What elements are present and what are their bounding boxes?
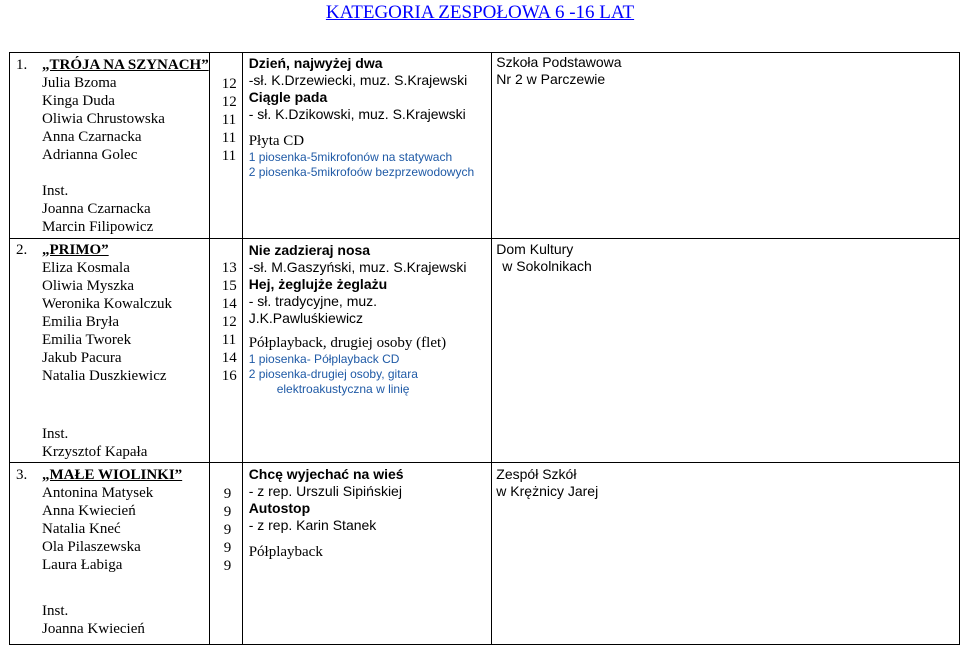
song-credits: -sł. K.Drzewiecki, muz. S.Krajewski — [248, 72, 468, 88]
song-title: Chcę wyjechać na wieś — [248, 466, 404, 482]
institution-line: Zespół Szkół — [496, 466, 577, 482]
member-age: 14 — [221, 296, 237, 312]
member-name: Laura Łabiga — [42, 557, 123, 573]
member-age: 16 — [221, 368, 237, 384]
entry-number: 1. — [16, 57, 28, 73]
member-name: Oliwia Myszka — [42, 278, 135, 294]
accompaniment: Płyta CD — [248, 133, 305, 149]
instructor-name: Joanna Czarnacka — [42, 201, 151, 217]
institution-line: w Krężnicy Jarej — [496, 483, 599, 499]
song-title: Autostop — [248, 500, 311, 516]
entry-number: 2. — [16, 242, 28, 258]
member-name: Emilia Bryła — [42, 314, 120, 330]
song-credits: - sł. tradycyjne, muz. J.K.Pawluśkiewicz — [248, 293, 378, 326]
instructor-name: Krzysztof Kapała — [42, 444, 148, 460]
instructor-label: Inst. — [42, 603, 69, 619]
page-title: KATEGORIA ZESPOŁOWA 6 -16 LAT — [325, 2, 635, 23]
technical-note: elektroakustyczna w linię — [276, 382, 410, 396]
member-name: Oliwia Chrustowska — [42, 111, 165, 127]
member-name: Adrianna Golec — [42, 147, 138, 163]
technical-note: 2 piosenka-5mikrofoów bezprzewodowych — [248, 165, 475, 179]
institution-line: Szkoła Podstawowa — [496, 54, 622, 70]
song-title: Nie zadzieraj nosa — [248, 242, 371, 258]
member-age: 12 — [221, 76, 237, 92]
repertoire-cell — [242, 463, 492, 645]
member-age: 12 — [221, 94, 237, 110]
institution-cell — [492, 239, 960, 463]
member-age: 11 — [221, 130, 237, 146]
repertoire-cell — [242, 239, 492, 463]
member-age: 13 — [221, 260, 237, 276]
accompaniment: Półplayback — [248, 544, 323, 560]
institution-cell — [492, 53, 960, 239]
team-name: „TRÓJA NA SZYNACH” — [42, 57, 209, 73]
table-row — [10, 239, 960, 463]
song-credits: - z rep. Urszuli Sipińskiej — [248, 483, 402, 499]
institution-line: w Sokolnikach — [502, 258, 592, 274]
technical-note: 1 piosenka-5mikrofonów na statywach — [248, 150, 453, 164]
ages-cell — [209, 53, 242, 239]
team-name: „PRIMO” — [42, 242, 109, 258]
member-name: Kinga Duda — [42, 93, 115, 109]
member-name: Natalia Duszkiewicz — [42, 368, 167, 384]
song-credits: -sł. M.Gaszyński, muz. S.Krajewski — [248, 259, 467, 275]
table-row — [10, 463, 960, 645]
member-age: 14 — [221, 350, 237, 366]
song-credits: - z rep. Karin Stanek — [248, 517, 377, 533]
entry-number: 3. — [16, 467, 28, 483]
instructor-name: Joanna Kwiecień — [42, 621, 145, 637]
song-credits: - sł. K.Dzikowski, muz. S.Krajewski — [248, 106, 466, 122]
technical-note: 2 piosenka-drugiej osoby, gitara — [248, 367, 418, 381]
member-age: 9 — [223, 522, 232, 538]
member-age: 11 — [221, 148, 237, 164]
member-age: 9 — [223, 504, 232, 520]
member-age: 9 — [223, 486, 232, 502]
team-cell — [10, 239, 210, 463]
accompaniment: Półplayback, drugiej osoby (flet) — [248, 335, 447, 351]
institution-line: Dom Kultury — [496, 241, 574, 257]
member-name: Antonina Matysek — [42, 485, 154, 501]
member-age: 9 — [223, 558, 232, 574]
institution-cell — [492, 463, 960, 645]
member-age: 15 — [221, 278, 237, 294]
technical-note: 1 piosenka- Półplayback CD — [248, 352, 400, 366]
team-name: „MAŁE WIOLINKI” — [42, 467, 183, 483]
registration-table — [9, 52, 960, 645]
member-name: Emilia Tworek — [42, 332, 132, 348]
instructor-label: Inst. — [42, 183, 69, 199]
member-age: 12 — [221, 314, 237, 330]
ages-cell — [209, 239, 242, 463]
member-name: Anna Czarnacka — [42, 129, 142, 145]
table-row — [10, 53, 960, 239]
member-name: Ola Pilaszewska — [42, 539, 141, 555]
member-name: Jakub Pacura — [42, 350, 122, 366]
team-cell — [10, 463, 210, 645]
song-title: Dzień, najwyżej dwa — [248, 55, 383, 71]
institution-line: Nr 2 w Parczewie — [496, 71, 606, 87]
member-name: Julia Bzoma — [42, 75, 117, 91]
instructor-name: Marcin Filipowicz — [42, 219, 154, 235]
song-title: Ciągle pada — [248, 89, 328, 105]
member-age: 9 — [223, 540, 232, 556]
song-title: Hej, żeglujże żeglażu — [248, 276, 388, 292]
repertoire-cell — [242, 53, 492, 239]
member-age: 11 — [221, 112, 237, 128]
member-name: Eliza Kosmala — [42, 260, 130, 276]
member-age: 11 — [221, 332, 237, 348]
team-cell — [10, 53, 210, 239]
member-name: Natalia Kneć — [42, 521, 121, 537]
ages-cell — [209, 463, 242, 645]
instructor-label: Inst. — [42, 426, 69, 442]
member-name: Anna Kwiecień — [42, 503, 136, 519]
member-name: Weronika Kowalczuk — [42, 296, 172, 312]
